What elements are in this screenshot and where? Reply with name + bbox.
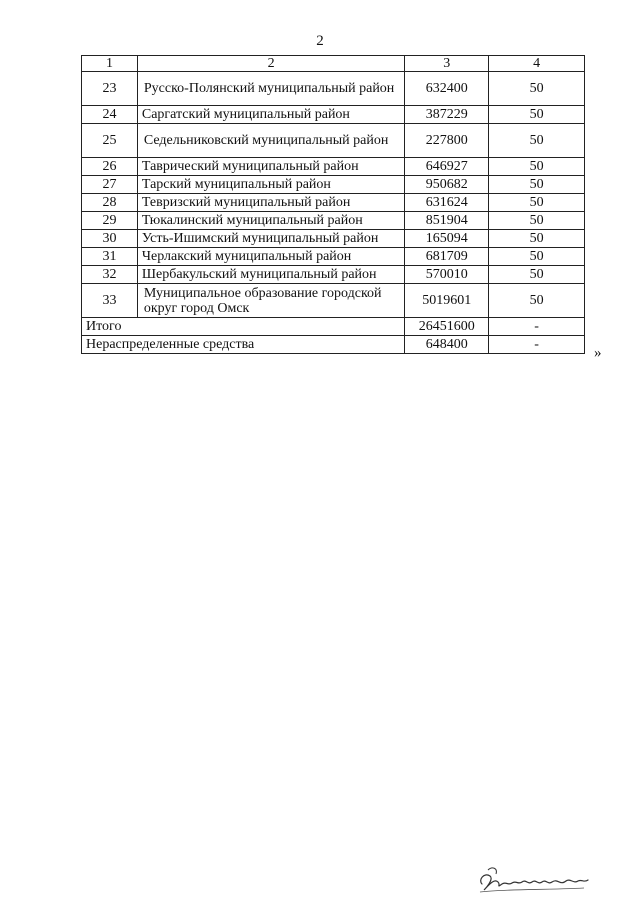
percent: 50 bbox=[489, 284, 585, 318]
district-name: Седельниковский муниципальный район bbox=[137, 124, 404, 158]
header-cell: 1 bbox=[82, 56, 138, 72]
table-row bbox=[82, 266, 585, 284]
amount: 646927 bbox=[405, 158, 489, 176]
table-row bbox=[82, 124, 585, 158]
table-row bbox=[82, 176, 585, 194]
table-header-row bbox=[82, 56, 585, 72]
table-row bbox=[82, 158, 585, 176]
page-number: 2 bbox=[316, 33, 324, 49]
amount: 570010 bbox=[405, 266, 489, 284]
percent: 50 bbox=[489, 266, 585, 284]
table-row bbox=[82, 212, 585, 230]
district-name: Шербакульский муниципальный район bbox=[137, 266, 404, 284]
percent: 50 bbox=[489, 212, 585, 230]
allocation-table bbox=[81, 55, 585, 354]
table-row bbox=[82, 230, 585, 248]
district-name: Саргатский муниципальный район bbox=[137, 106, 404, 124]
table-row bbox=[82, 194, 585, 212]
district-name: Усть-Ишимский муниципальный район bbox=[137, 230, 404, 248]
percent: 50 bbox=[489, 106, 585, 124]
percent: 50 bbox=[489, 158, 585, 176]
row-number: 32 bbox=[82, 266, 138, 284]
row-number: 27 bbox=[82, 176, 138, 194]
unallocated-row-amount: 648400 bbox=[405, 336, 489, 354]
total-row-label: Итого bbox=[82, 318, 405, 336]
district-name: Тюкалинский муниципальный район bbox=[137, 212, 404, 230]
table-row bbox=[82, 106, 585, 124]
row-number: 29 bbox=[82, 212, 138, 230]
percent: 50 bbox=[489, 230, 585, 248]
table-row bbox=[82, 248, 585, 266]
percent: 50 bbox=[489, 194, 585, 212]
unallocated-row bbox=[82, 336, 585, 354]
percent: 50 bbox=[489, 248, 585, 266]
table-row bbox=[82, 72, 585, 106]
amount: 165094 bbox=[405, 230, 489, 248]
amount: 387229 bbox=[405, 106, 489, 124]
amount: 227800 bbox=[405, 124, 489, 158]
amount: 851904 bbox=[405, 212, 489, 230]
table-row bbox=[82, 284, 585, 318]
district-name: Русско-Полянский муниципальный район bbox=[137, 72, 404, 106]
amount: 5019601 bbox=[405, 284, 489, 318]
row-number: 23 bbox=[82, 72, 138, 106]
header-cell: 3 bbox=[405, 56, 489, 72]
row-number: 31 bbox=[82, 248, 138, 266]
unallocated-row-percent: - bbox=[489, 336, 585, 354]
unallocated-row-label: Нераспределенные средства bbox=[82, 336, 405, 354]
total-row-percent: - bbox=[489, 318, 585, 336]
row-number: 28 bbox=[82, 194, 138, 212]
row-number: 26 bbox=[82, 158, 138, 176]
amount: 681709 bbox=[405, 248, 489, 266]
amount: 950682 bbox=[405, 176, 489, 194]
header-cell: 4 bbox=[489, 56, 585, 72]
district-name: Черлакский муниципальный район bbox=[137, 248, 404, 266]
total-row-amount: 26451600 bbox=[405, 318, 489, 336]
percent: 50 bbox=[489, 176, 585, 194]
district-name: Тевризский муниципальный район bbox=[137, 194, 404, 212]
percent: 50 bbox=[489, 124, 585, 158]
district-name: Тарский муниципальный район bbox=[137, 176, 404, 194]
row-number: 33 bbox=[82, 284, 138, 318]
header-cell: 2 bbox=[137, 56, 404, 72]
row-number: 30 bbox=[82, 230, 138, 248]
district-name: Таврический муниципальный район bbox=[137, 158, 404, 176]
closing-quote: » bbox=[594, 345, 602, 361]
total-row bbox=[82, 318, 585, 336]
row-number: 24 bbox=[82, 106, 138, 124]
district-name: Муниципальное образование городской округ город Омск bbox=[137, 284, 404, 318]
signature-icon bbox=[474, 862, 594, 896]
amount: 631624 bbox=[405, 194, 489, 212]
percent: 50 bbox=[489, 72, 585, 106]
row-number: 25 bbox=[82, 124, 138, 158]
amount: 632400 bbox=[405, 72, 489, 106]
